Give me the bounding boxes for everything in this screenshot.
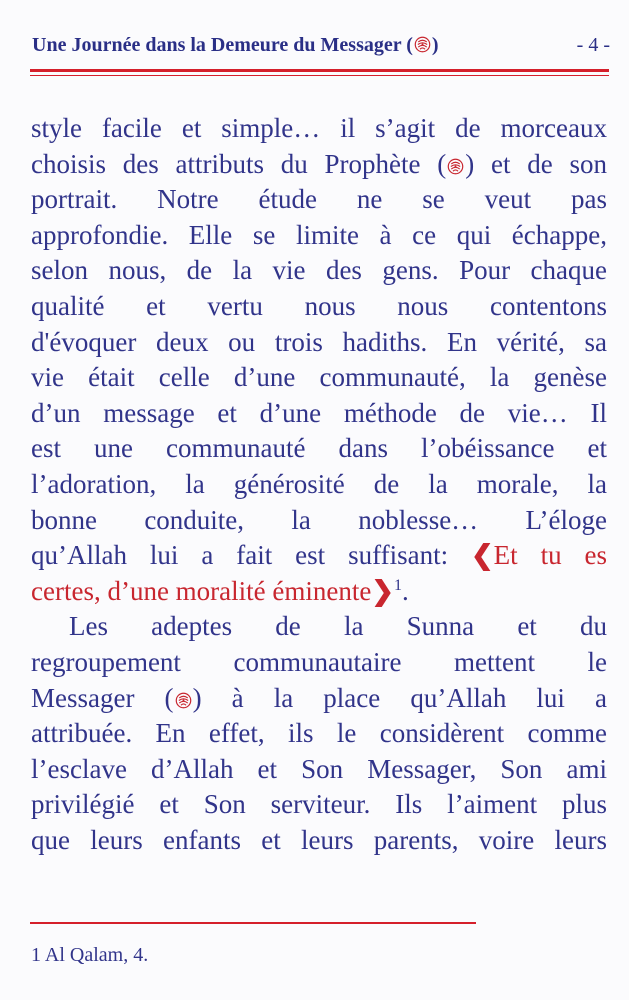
text-segment: Messager ( bbox=[31, 682, 174, 713]
text-line: d'évoquer deux ou trois hadiths. En vérité, sa bbox=[31, 326, 607, 357]
footnote: 1 Al Qalam, 4. bbox=[31, 944, 149, 966]
quote-open-mark: ❮ bbox=[471, 540, 494, 571]
text-line bbox=[31, 574, 607, 610]
text-segment: choisis des attributs du Prophète ( bbox=[31, 148, 447, 179]
text-line: approfondie. Elle se limite à ce qui échappe, bbox=[31, 219, 607, 250]
main-text bbox=[31, 111, 607, 858]
text-segment: ) à la place qu’Allah lui a bbox=[192, 682, 607, 713]
text-line: attribuée. En effet, ils le considèrent comme bbox=[31, 718, 607, 749]
text-line bbox=[31, 538, 607, 574]
salutation-seal-icon bbox=[175, 692, 192, 709]
quran-quote: Et tu es bbox=[493, 540, 607, 571]
quote-close-mark: ❯ bbox=[371, 575, 394, 606]
text-line: Les adeptes de la Sunna et du bbox=[69, 611, 607, 642]
running-header bbox=[30, 30, 610, 70]
text-line: qualité et vertu nous nous contentons bbox=[31, 290, 607, 321]
text-line: est une communauté dans l’obéissance et bbox=[31, 433, 607, 464]
book-title-text: Une Journée dans la Demeure du Messager ( bbox=[32, 34, 413, 56]
text-line: que leurs enfants et leurs parents, voire leurs bbox=[31, 824, 607, 855]
text-line bbox=[31, 147, 607, 183]
salutation-seal-icon bbox=[414, 36, 431, 53]
text-line: l’adoration, la générosité de la morale, la bbox=[31, 468, 607, 499]
footnote-reference: 1 bbox=[393, 576, 402, 594]
book-title bbox=[32, 34, 439, 57]
text-segment: . bbox=[401, 575, 409, 606]
salutation-seal-icon bbox=[447, 158, 464, 175]
quran-quote: certes, d’une moralité éminente bbox=[31, 575, 372, 606]
text-line: selon nous, de la vie des gens. Pour chaque bbox=[31, 255, 607, 286]
text-line: bonne conduite, la noblesse… L’éloge bbox=[31, 504, 607, 535]
text-segment: qu’Allah lui a fait est suffisant: bbox=[31, 540, 472, 571]
text-line: l’esclave d’Allah et Son Messager, Son ami bbox=[31, 753, 607, 784]
text-line: portrait. Notre étude ne se veut pas bbox=[31, 184, 607, 215]
text-line bbox=[31, 681, 607, 717]
text-segment: ) et de son bbox=[465, 148, 607, 179]
text-line: regroupement communautaire mettent le bbox=[31, 646, 607, 677]
header-rule-thin bbox=[30, 75, 609, 76]
text-line: privilégié et Son serviteur. Ils l’aiment plus bbox=[31, 789, 607, 820]
text-line: style facile et simple… il s’agit de morceaux bbox=[31, 113, 607, 143]
book-title-close: ) bbox=[431, 34, 439, 56]
text-line: vie était celle d’une communauté, la genèse bbox=[31, 362, 607, 393]
header-rule-thick bbox=[30, 69, 609, 72]
page-number: - 4 - bbox=[576, 34, 610, 56]
footnote-rule bbox=[30, 922, 476, 924]
text-line: d’un message et d’une méthode de vie… Il bbox=[31, 397, 607, 428]
